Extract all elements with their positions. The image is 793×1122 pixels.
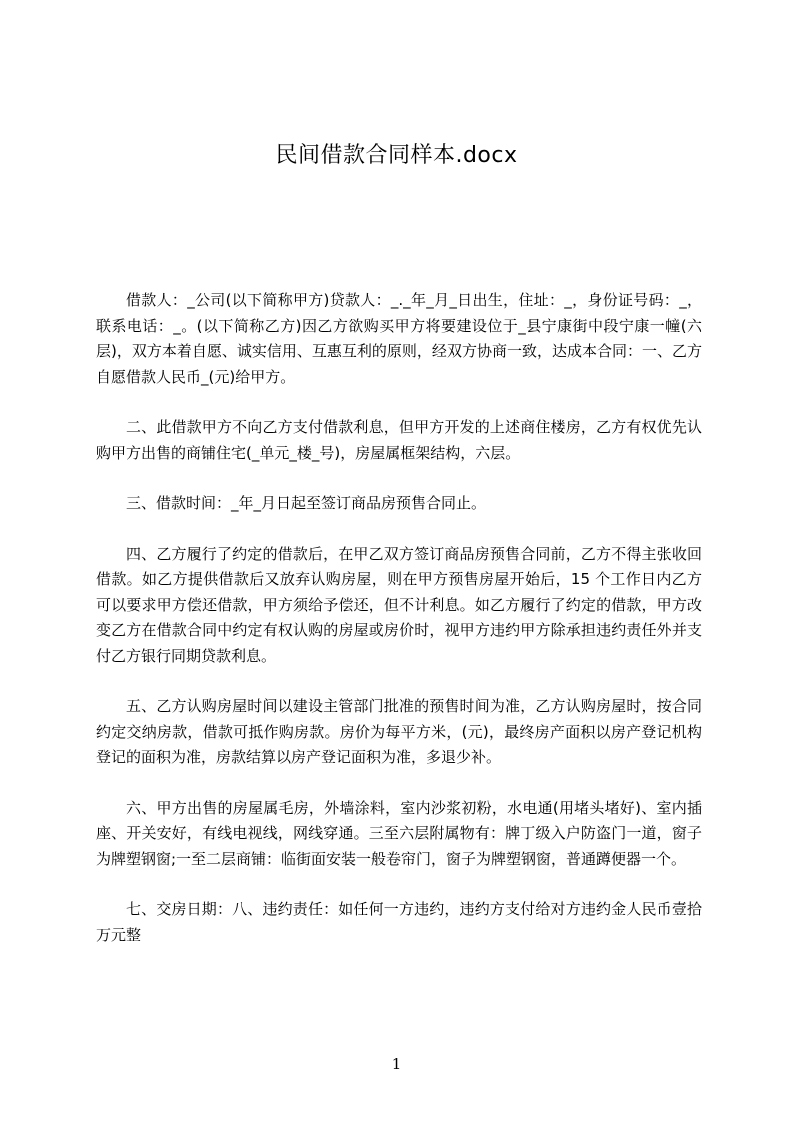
paragraph-clause-3: 三、借款时间：_年_月日起至签订商品房预售合同止。 xyxy=(126,494,487,512)
document-body xyxy=(96,288,702,973)
paragraph-clause-6: 六、甲方出售的房屋属毛房，外墙涂料，室内沙浆初粉，水电通(用堵头堵好)、室内插座、开关安好，有线电视线，网线穿通。三至六层附属物有：牌丁级入户防盗门一道，窗子为牌塑钢窗;一至二层商铺：临街面安装一般卷帘门，窗子为牌塑钢窗，普通蹲便器一个。 xyxy=(96,798,702,868)
page-number: 1 xyxy=(391,1055,402,1073)
paragraph-clause-2: 二、此借款甲方不向乙方支付借款利息，但甲方开发的上述商住楼房，乙方有权优先认购甲方出售的商铺住宅(_单元_楼_号)，房屋属框架结构，六层。 xyxy=(96,418,702,462)
paragraph-clause-4: 四、乙方履行了约定的借款后，在甲乙双方签订商品房预售合同前，乙方不得主张收回借款。如乙方提供借款后又放弃认购房屋，则在甲方预售房屋开始后，15 个工作日内乙方可以要求甲方偿还借款，甲方须给予偿还，但不计利息。如乙方履行了约定的借款，甲方改变乙方在借款合同中约定有权认购的房屋或房价时，视甲方违约甲方除承担违约责任外并支付乙方银行同期贷款利息。 xyxy=(96,544,702,665)
paragraph-parties: 借款人：_公司(以下简称甲方)贷款人：_._年_月_日出生，住址：_，身份证号码：_，联系电话：_。(以下简称乙方)因乙方欲购买甲方将要建设位于_县宁康街中段宁康一幢(六层)，双方本着自愿、诚实信用、互惠互利的原则，经双方协商一致，达成本合同：一、乙方自愿借款人民币_(元)给甲方。 xyxy=(96,291,702,386)
document-title: 民间借款合同样本.docx xyxy=(275,143,518,168)
paragraph-clause-7-8: 七、交房日期：八、违约责任：如任何一方违约，违约方支付给对方违约金人民币壹拾万元整 xyxy=(96,900,702,944)
paragraph-clause-5: 五、乙方认购房屋时间以建设主管部门批准的预售时间为准，乙方认购房屋时，按合同约定交纳房款，借款可抵作购房款。房价为每平方米，(元)，最终房产面积以房产登记机构登记的面积为准，房款结算以房产登记面积为准，多退少补。 xyxy=(96,697,702,766)
